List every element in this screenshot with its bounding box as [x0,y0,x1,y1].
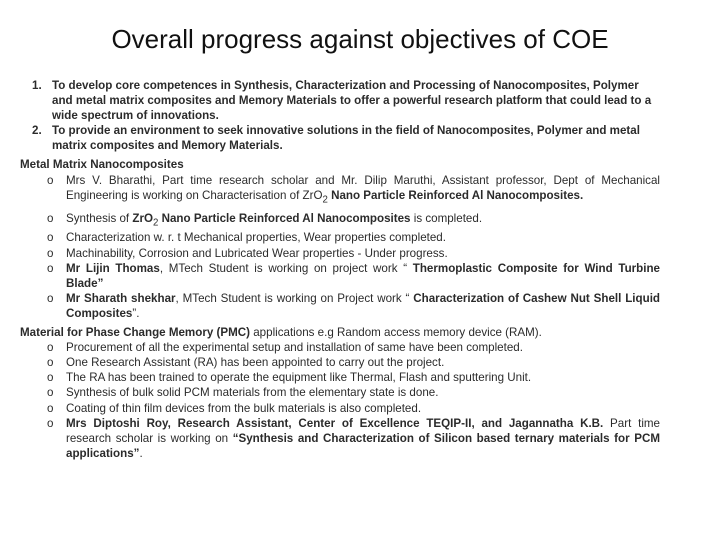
objective-item [20,78,660,123]
list-item [20,211,660,230]
section-heading-metal-matrix: Metal Matrix Nanocomposites [20,158,184,172]
list-item-text: Procurement of all the experimental setup and installation of same have been completed. [66,341,523,355]
list-item [20,385,660,400]
list-item [20,246,660,261]
bullet-marker: o [47,173,54,187]
list-item-text: Characterization w. r. t Mechanical properties, Wear properties completed. [66,231,446,245]
list-item [20,416,660,461]
list-item-text: Machinability, Corrosion and Lubricated Wear properties - Under progress. [66,246,448,260]
bullet-marker: o [47,261,54,275]
objective-number: 1. [32,79,42,92]
slide-body [20,78,660,461]
objective-number: 2. [32,124,42,138]
list-item-text: Mrs Diptoshi Roy, Research Assistant, Center of Excellence TEQIP-II, and Jagannatha K.B. Part time research scholar is working on “Synthesis and Characterization of Silicon based ternary materials for PCM applications”. [66,416,661,460]
section-heading-phase-change-memory: Material for Phase Change Memory (PMC) applications e.g Random access memory device (RAM). [20,326,542,340]
bullet-marker: o [47,246,54,260]
bullet-marker: o [47,401,54,415]
list-item [20,370,660,385]
bullet-marker: o [47,371,54,385]
list-item-text: Coating of thin film devices from the bulk materials is also completed. [66,401,422,415]
list-item-text: Synthesis of bulk solid PCM materials from the elementary state is done. [66,386,439,400]
list-item [20,291,660,321]
list-item-text: Synthesis of ZrO$_2$ Nano Particle Reinforced Al Nanocomposites is completed. [66,212,483,229]
list-item-text: One Research Assistant (RA) has been appointed to carry out the project. [66,356,445,370]
list-item-text: Mrs V. Bharathi, Part time research scholar and Mr. Dilip Maruthi, Assistant professor, Dept of Mechanical Engineering is working on Characterisation of ZrO$_2$ Nano Particle Reinforced Al Nanocomposites. [66,173,660,205]
bullet-marker: o [47,356,54,370]
objective-text: To provide an environment to seek innovative solutions in the field of Nanocomposites, Polymer and metal matrix composites and Memory Materials. [52,124,640,153]
list-item [20,355,660,370]
bullet-marker: o [47,291,54,305]
list-item [20,173,660,208]
bullet-marker: o [47,231,54,245]
list-item [20,340,660,355]
list-item-text: Mr Lijin Thomas, MTech Student is working on project work “ Thermoplastic Composite for Wind Turbine Blade” [66,261,661,290]
objective-text: To develop core competences in Synthesis, Characterization and Processing of Nanocomposites, Polymer and metal matrix composites and Memory Materials to offer a powerful research platform that could lead to a wide spectrum of innovations. [52,79,652,123]
bullet-marker: o [47,416,54,430]
objective-item [20,123,660,153]
list-item-text: Mr Sharath shekhar, MTech Student is working on Project work “ Characterization of Cashew Nut Shell Liquid Composites”. [66,291,660,320]
list-item [20,401,660,416]
list-item [20,261,660,291]
list-item-text: The RA has been trained to operate the equipment like Thermal, Flash and sputtering Unit. [66,371,532,385]
list-item [20,230,660,245]
bullet-marker: o [47,341,54,355]
bullet-marker: o [47,212,54,226]
slide-title: Overall progress against objectives of COE [111,24,609,54]
bullet-marker: o [47,386,54,400]
